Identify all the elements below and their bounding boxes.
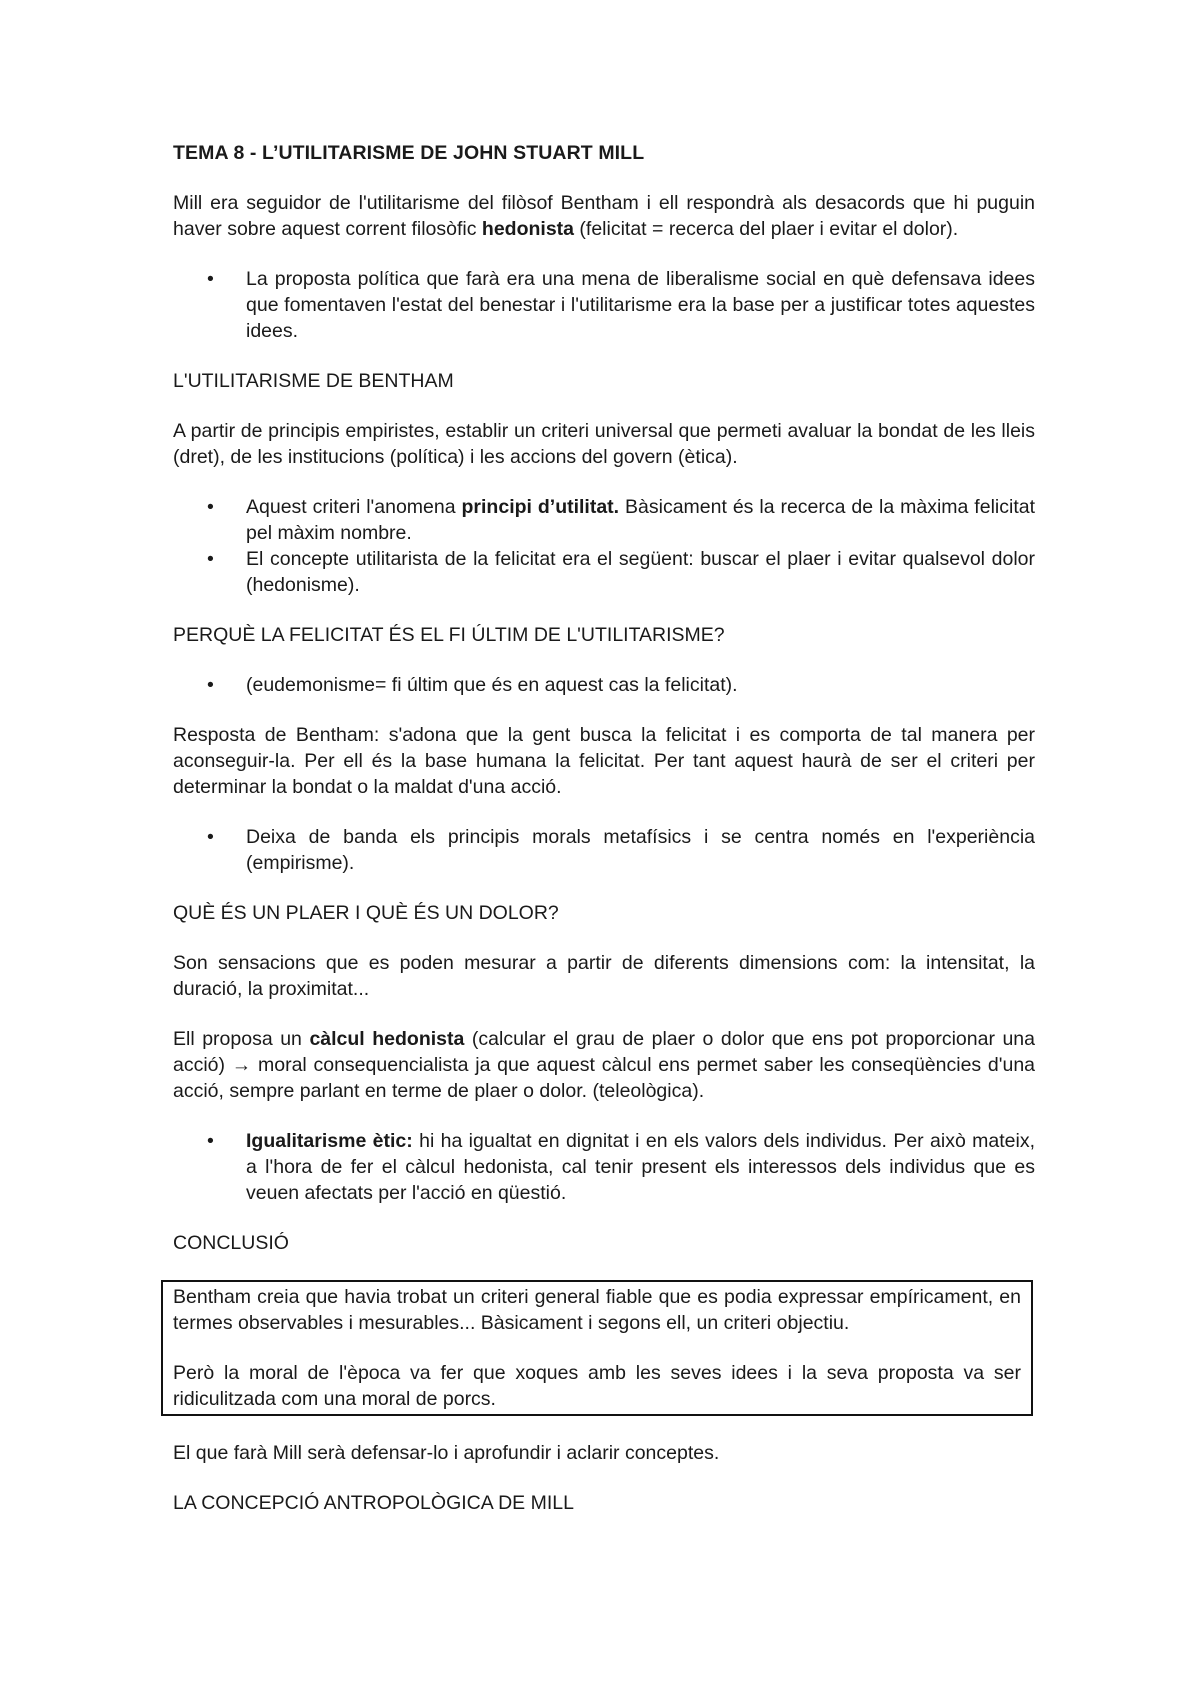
intro-bold: hedonista — [481, 218, 574, 240]
bullet-list — [173, 1128, 1035, 1206]
list-item-bold: principi d’utilitat. — [461, 496, 620, 518]
list-item — [173, 546, 1035, 598]
document-title: TEMA 8 - L’UTILITARISME DE JOHN STUART MILL — [173, 142, 645, 164]
arrow-icon: → — [231, 1054, 252, 1076]
paragraph: Resposta de Bentham: s'adona que la gent busca la felicitat i es comporta de tal manera per aconseguir-la. Per ell és la base humana la felicitat. Per tant aquest haurà de ser el criteri per determinar la bondat o la maldat d'una acció. — [173, 724, 1035, 798]
box-paragraph: Bentham creia que havia trobat un criteri general fiable que es podia expressar empíricament, en termes observables i mesurables... Bàsicament i segons ell, un criteri objectiu. — [173, 1286, 1021, 1334]
document-page — [173, 140, 1035, 1540]
paragraph-bold: càlcul hedonista — [309, 1028, 465, 1050]
section-heading: LA CONCEPCIÓ ANTROPOLÒGICA DE MILL — [173, 1492, 574, 1514]
list-item-text-end: Bàsicament és la recerca de la màxima felicitat pel màxim nombre. — [246, 496, 1035, 544]
bullet-icon: • — [207, 548, 214, 570]
list-item-text: (eudemonisme= fi últim que és en aquest cas la felicitat). — [246, 674, 738, 696]
conclusion-box — [161, 1280, 1033, 1416]
paragraph — [173, 1026, 1035, 1104]
paragraph: A partir de principis empiristes, establir un criteri universal que permeti avaluar la bondat de les lleis (dret), de les institucions (política) i les accions del govern (ètica). — [173, 420, 1035, 468]
list-item — [173, 672, 1035, 698]
bullet-list — [173, 266, 1035, 344]
paragraph: El que farà Mill serà defensar-lo i aprofundir i aclarir conceptes. — [173, 1442, 720, 1464]
intro-paragraph — [173, 190, 1035, 242]
section-heading: PERQUÈ LA FELICITAT ÉS EL FI ÚLTIM DE L'UTILITARISME? — [173, 624, 725, 646]
bullet-list — [173, 494, 1035, 598]
section-heading: CONCLUSIÓ — [173, 1232, 289, 1254]
list-item — [173, 494, 1035, 546]
list-item — [173, 824, 1035, 876]
paragraph-text-end: moral consequencialista ja que aquest càlcul ens permet saber les conseqüències d'una acció, sempre parlant en terme de plaer o dolor. (teleològica). — [173, 1054, 1036, 1102]
bullet-list — [173, 824, 1035, 876]
bullet-icon: • — [207, 826, 214, 848]
list-item-text: La proposta política que farà era una mena de liberalisme social en què defensava idees que fomentaven l'estat del benestar i l'utilitarisme era la base per a justificar totes aquestes idees. — [246, 268, 1035, 342]
section-heading: QUÈ ÉS UN PLAER I QUÈ ÉS UN DOLOR? — [173, 902, 559, 924]
list-item-text: El concepte utilitarista de la felicitat era el següent: buscar el plaer i evitar qualsevol dolor (hedonisme). — [246, 548, 1035, 596]
box-paragraph: Però la moral de l'època va fer que xoques amb les seves idees i la seva proposta va ser ridiculitzada com una moral de porcs. — [173, 1362, 1021, 1410]
list-item-text: Aquest criteri l'anomena — [246, 496, 462, 518]
list-item-text: Deixa de banda els principis morals metafísics i se centra només en l'experiència (empirisme). — [246, 826, 1035, 874]
intro-text-end: (felicitat = recerca del plaer i evitar el dolor). — [574, 218, 959, 240]
bullet-icon: • — [207, 496, 214, 518]
list-item — [173, 1128, 1035, 1206]
list-item-text-end: hi ha igualtat en dignitat i en els valors dels individus. Per això mateix, a l'hora de fer el càlcul hedonista, cal tenir present els interessos dels individus que es veuen afectats per l'acció en qüestió. — [246, 1130, 1035, 1204]
bullet-icon: • — [207, 268, 214, 290]
list-item — [173, 266, 1035, 344]
paragraph-text-middle: (calcular el grau de plaer o dolor que ens pot proporcionar una acció) — [173, 1028, 1035, 1076]
bullet-list — [173, 672, 1035, 698]
bullet-icon: • — [207, 1130, 214, 1152]
intro-text: Mill era seguidor de l'utilitarisme del filòsof Bentham i ell respondrà als desacords que hi puguin haver sobre aquest corrent filosòfic — [173, 192, 1035, 240]
list-item-bold: Igualitarisme ètic: — [246, 1130, 413, 1152]
bullet-icon: • — [207, 674, 214, 696]
paragraph-text: Ell proposa un — [173, 1028, 310, 1050]
section-heading: L'UTILITARISME DE BENTHAM — [173, 370, 454, 392]
paragraph: Son sensacions que es poden mesurar a partir de diferents dimensions com: la intensitat, la duració, la proximitat... — [173, 952, 1035, 1000]
